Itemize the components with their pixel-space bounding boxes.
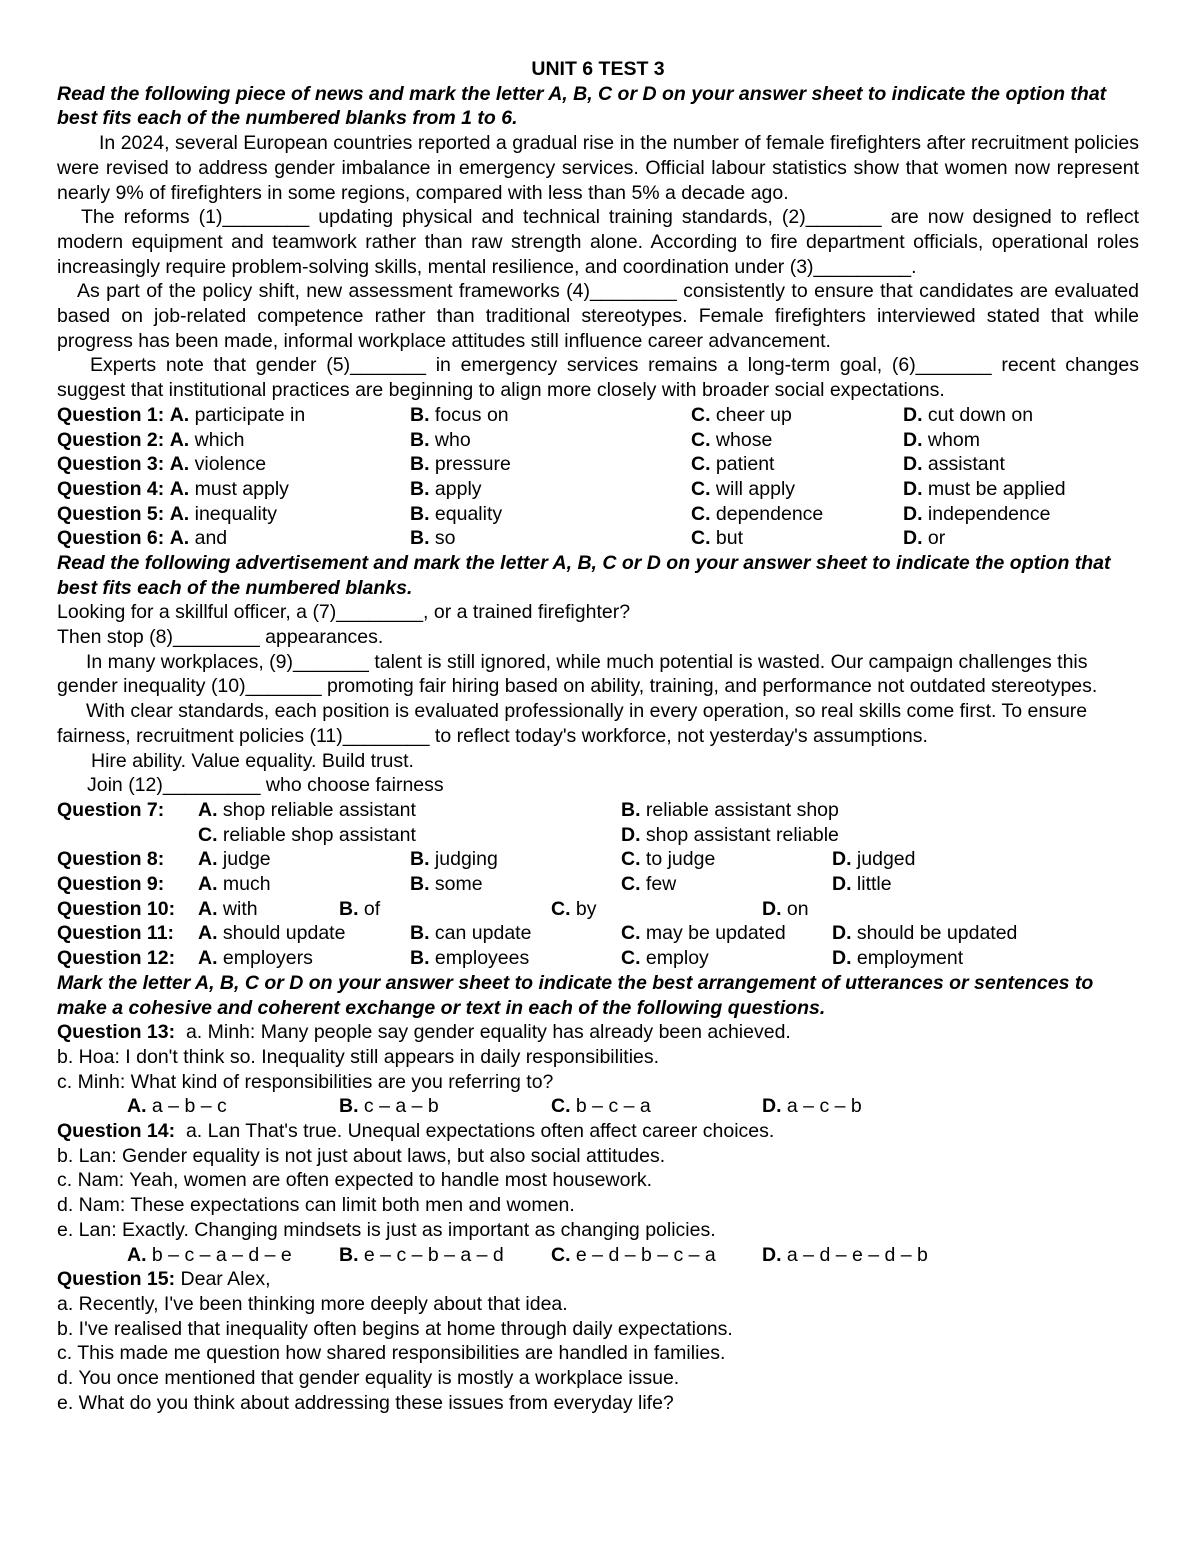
option-d: or	[927, 527, 946, 550]
question-label: Question 14:	[57, 1120, 176, 1143]
answer-row	[57, 1243, 1139, 1268]
ad-paragraph-3: In many workplaces, (9)_______ talent is still ignored, while much potential is wasted. Our campaign challenges this gender inequality (10)_______ promoting fair hiring based on ability, training, and performance not outdated stereotypes.	[57, 650, 1098, 698]
option-letter: D.	[832, 848, 852, 871]
option-c: by	[575, 897, 597, 920]
option-d: a – c – b	[786, 1095, 862, 1118]
question-label: Question 9:	[57, 873, 165, 896]
option-a: should update	[222, 922, 346, 945]
option-letter: B.	[410, 403, 430, 426]
option-letter: B.	[410, 922, 430, 945]
option-b: equality	[434, 502, 503, 525]
utterance: a. Lan That's true. Unequal expectations often affect career choices.	[185, 1120, 775, 1143]
option-letter: D.	[903, 403, 923, 426]
question-row	[57, 452, 1139, 477]
option-a: much	[222, 873, 271, 896]
option-b: some	[434, 873, 483, 896]
option-letter: D.	[762, 897, 782, 920]
option-letter: A.	[169, 502, 190, 525]
ad-paragraph-4: With clear standards, each position is evaluated professionally in every operation, so real skills come first. To ensure fairness, recruitment policies (11)________ to reflect today's workforce, not yesterday's assumptions.	[57, 700, 1088, 747]
option-d: whom	[927, 428, 980, 451]
question-row	[57, 502, 1139, 527]
option-b: of	[363, 897, 381, 920]
option-c: but	[715, 527, 744, 550]
option-d: little	[856, 873, 892, 896]
utterance: c. Nam: Yeah, women are often expected to handle most housework.	[57, 1169, 653, 1192]
option-d: cut down on	[927, 403, 1034, 426]
option-letter: B.	[410, 428, 430, 451]
option-letter: A.	[169, 403, 190, 426]
option-letter: C.	[691, 403, 711, 426]
option-letter: D.	[832, 922, 852, 945]
question-label: Question 15:	[57, 1268, 176, 1291]
option-letter: D.	[903, 527, 923, 550]
question-row	[57, 403, 1139, 428]
letter-greeting: Dear Alex,	[180, 1268, 271, 1291]
option-letter: C.	[691, 428, 711, 451]
option-letter: D.	[621, 823, 641, 846]
option-b: can update	[434, 922, 532, 945]
option-c: employ	[645, 947, 709, 970]
question-row	[57, 897, 1139, 922]
option-letter: C.	[691, 477, 711, 500]
option-a: and	[194, 527, 228, 550]
option-letter: B.	[410, 873, 430, 896]
option-c: dependence	[715, 502, 824, 525]
option-c: b – c – a	[575, 1095, 651, 1118]
option-letter: B.	[339, 1095, 359, 1118]
option-c: cheer up	[715, 403, 792, 426]
option-c: will apply	[715, 477, 796, 500]
option-a: must apply	[194, 477, 289, 500]
option-letter: C.	[198, 823, 218, 846]
option-d: employment	[856, 947, 964, 970]
question-row	[57, 872, 1139, 897]
option-letter: C.	[551, 897, 571, 920]
option-letter: C.	[691, 453, 711, 476]
news-paragraph-2: The reforms (1)________ updating physical and technical training standards, (2)_______ are now designed to reflect modern equipment and teamwork rather than raw strength alone. According to fire department officials, operational roles increasingly require problem-solving skills, mental resilience, and coordination under (3)_________.	[57, 206, 1139, 278]
section2-questions	[57, 798, 1139, 971]
option-letter: D.	[903, 428, 923, 451]
option-letter: C.	[621, 922, 641, 945]
question-label: Question 5:	[57, 502, 165, 525]
option-letter: A.	[198, 947, 218, 970]
option-a: with	[222, 897, 258, 920]
option-a: employers	[222, 947, 313, 970]
option-c: e – d – b – c – a	[575, 1243, 716, 1266]
option-b: pressure	[434, 453, 511, 476]
option-letter: A.	[198, 848, 218, 871]
answer-row	[57, 1094, 1139, 1119]
utterance: c. This made me question how shared responsibilities are handled in families.	[57, 1342, 726, 1365]
news-paragraph-1: In 2024, several European countries reported a gradual rise in the number of female firefighters after recruitment policies were revised to address gender imbalance in emergency services. Official labour statistics show that women now represent nearly 9% of firefighters in some regions, compared with less than 5% a decade ago.	[57, 132, 1139, 204]
utterance: a. Minh: Many people say gender equality has already been achieved.	[185, 1021, 791, 1044]
option-letter: D.	[832, 947, 852, 970]
option-letter: A.	[198, 799, 218, 821]
worksheet-page	[57, 57, 1139, 1415]
question-label: Question 11:	[57, 922, 175, 945]
section1-instruction: Read the following piece of news and mark the letter A, B, C or D on your answer sheet to indicate the option that best fits each of the numbered blanks from 1 to 6.	[57, 82, 1107, 130]
utterance: d. Nam: These expectations can limit both men and women.	[57, 1194, 575, 1217]
utterance: b. I've realised that inequality often begins at home through daily expectations.	[57, 1317, 733, 1340]
question-label: Question 3:	[57, 453, 165, 476]
news-paragraph-3: As part of the policy shift, new assessment frameworks (4)________ consistently to ensure that candidates are evaluated based on job-related competence rather than traditional stereotypes. Female firefighters interviewed stated that while progress has been made, informal workplace attitudes still influence career advancement.	[57, 280, 1139, 352]
option-letter: B.	[621, 799, 641, 821]
question-row	[57, 823, 1139, 848]
option-c: may be updated	[645, 922, 786, 945]
question-label: Question 6:	[57, 527, 165, 550]
ad-line-1: Looking for a skillful officer, a (7)________, or a trained firefighter?	[57, 601, 631, 624]
option-b: focus on	[434, 403, 509, 426]
option-a: inequality	[194, 502, 277, 525]
option-c: to judge	[645, 848, 716, 871]
question-14	[57, 1119, 1139, 1144]
option-letter: A.	[127, 1095, 147, 1118]
option-letter: D.	[762, 1095, 782, 1118]
section1-questions	[57, 403, 1139, 551]
question-15	[57, 1267, 1139, 1292]
option-a: a – b – c	[151, 1095, 227, 1118]
option-d: must be applied	[927, 477, 1066, 500]
option-letter: B.	[339, 897, 359, 920]
option-b: reliable assistant shop	[645, 799, 839, 821]
option-letter: A.	[198, 922, 218, 945]
section3-instruction: Mark the letter A, B, C or D on your answer sheet to indicate the best arrangement of utterances or sentences to make a cohesive and coherent exchange or text in each of the following questions.	[57, 971, 1094, 1019]
option-d: a – d – e – d – b	[786, 1243, 928, 1266]
ad-line-2: Then stop (8)________ appearances.	[57, 626, 384, 649]
option-letter: D.	[903, 453, 923, 476]
utterance: e. Lan: Exactly. Changing mindsets is just as important as changing policies.	[57, 1218, 716, 1241]
option-letter: A.	[198, 897, 218, 920]
option-letter: A.	[198, 873, 218, 896]
option-letter: B.	[410, 502, 430, 525]
option-letter: C.	[691, 502, 711, 525]
option-a: participate in	[194, 403, 306, 426]
question-label: Question 12:	[57, 947, 176, 970]
question-label: Question 1:	[57, 403, 165, 426]
option-a: b – c – a – d – e	[151, 1243, 292, 1266]
option-d: judged	[856, 848, 916, 871]
question-label: Question 8:	[57, 848, 165, 871]
option-c: whose	[715, 428, 773, 451]
option-c: patient	[715, 453, 775, 476]
option-letter: B.	[339, 1243, 359, 1266]
question-label: Question 4:	[57, 477, 165, 500]
option-c: few	[645, 873, 677, 896]
section2-instruction: Read the following advertisement and mark the letter A, B, C or D on your answer sheet to indicate the option that best fits each of the numbered blanks.	[57, 551, 1111, 599]
option-d: should be updated	[856, 922, 1018, 945]
option-a: which	[194, 428, 245, 451]
question-row	[57, 921, 1139, 946]
worksheet-title: UNIT 6 TEST 3	[531, 58, 665, 80]
option-d: assistant	[927, 453, 1005, 476]
option-letter: D.	[832, 873, 852, 896]
option-a: judge	[222, 848, 271, 871]
utterance: c. Minh: What kind of responsibilities are you referring to?	[57, 1070, 554, 1093]
option-letter: C.	[551, 1095, 571, 1118]
option-letter: B.	[410, 848, 430, 871]
utterance: e. What do you think about addressing these issues from everyday life?	[57, 1391, 674, 1414]
option-letter: B.	[410, 947, 430, 970]
question-label: Question 2:	[57, 428, 165, 451]
question-row	[57, 428, 1139, 453]
option-letter: B.	[410, 453, 430, 476]
option-letter: A.	[169, 527, 190, 550]
option-letter: A.	[169, 428, 190, 451]
option-b: so	[434, 527, 456, 550]
option-b: judging	[434, 848, 498, 871]
option-d: on	[786, 897, 809, 920]
option-letter: A.	[169, 453, 190, 476]
question-13	[57, 1020, 1139, 1045]
option-b: apply	[434, 477, 482, 500]
option-letter: D.	[762, 1243, 782, 1266]
option-b: e – c – b – a – d	[363, 1243, 504, 1266]
utterance: b. Hoa: I don't think so. Inequality still appears in daily responsibilities.	[57, 1045, 660, 1068]
option-b: c – a – b	[363, 1095, 439, 1118]
question-row	[57, 847, 1139, 872]
utterance: a. Recently, I've been thinking more deeply about that idea.	[57, 1292, 568, 1315]
option-letter: C.	[691, 527, 711, 550]
option-letter: C.	[551, 1243, 571, 1266]
option-letter: B.	[410, 527, 430, 550]
option-letter: C.	[621, 873, 641, 896]
option-letter: A.	[169, 477, 190, 500]
news-paragraph-4: Experts note that gender (5)_______ in emergency services remains a long-term goal, (6)_______ recent changes suggest that institutional practices are beginning to align more closely with broader social expectations.	[57, 354, 1139, 402]
ad-slogan: Hire ability. Value equality. Build trust.	[91, 749, 414, 772]
option-d: independence	[927, 502, 1051, 525]
option-b: who	[434, 428, 471, 451]
option-letter: D.	[903, 502, 923, 525]
question-row	[57, 477, 1139, 502]
option-c: reliable shop assistant	[222, 823, 416, 846]
question-label: Question 10:	[57, 897, 176, 920]
option-letter: B.	[410, 477, 430, 500]
question-row	[57, 526, 1139, 551]
option-a: violence	[194, 453, 267, 476]
utterance: b. Lan: Gender equality is not just about laws, but also social attitudes.	[57, 1144, 666, 1167]
question-label: Question 7:	[57, 799, 165, 821]
option-a: shop reliable assistant	[222, 799, 416, 821]
utterance: d. You once mentioned that gender equality is mostly a workplace issue.	[57, 1367, 680, 1390]
option-letter: C.	[621, 848, 641, 871]
option-letter: D.	[903, 477, 923, 500]
option-letter: A.	[127, 1243, 147, 1266]
option-d: shop assistant reliable	[645, 823, 839, 846]
option-b: employees	[434, 947, 530, 970]
ad-line-join: Join (12)_________ who choose fairness	[87, 774, 444, 797]
option-letter: C.	[621, 947, 641, 970]
question-row	[57, 798, 1139, 823]
question-row	[57, 946, 1139, 971]
question-label: Question 13:	[57, 1021, 176, 1044]
